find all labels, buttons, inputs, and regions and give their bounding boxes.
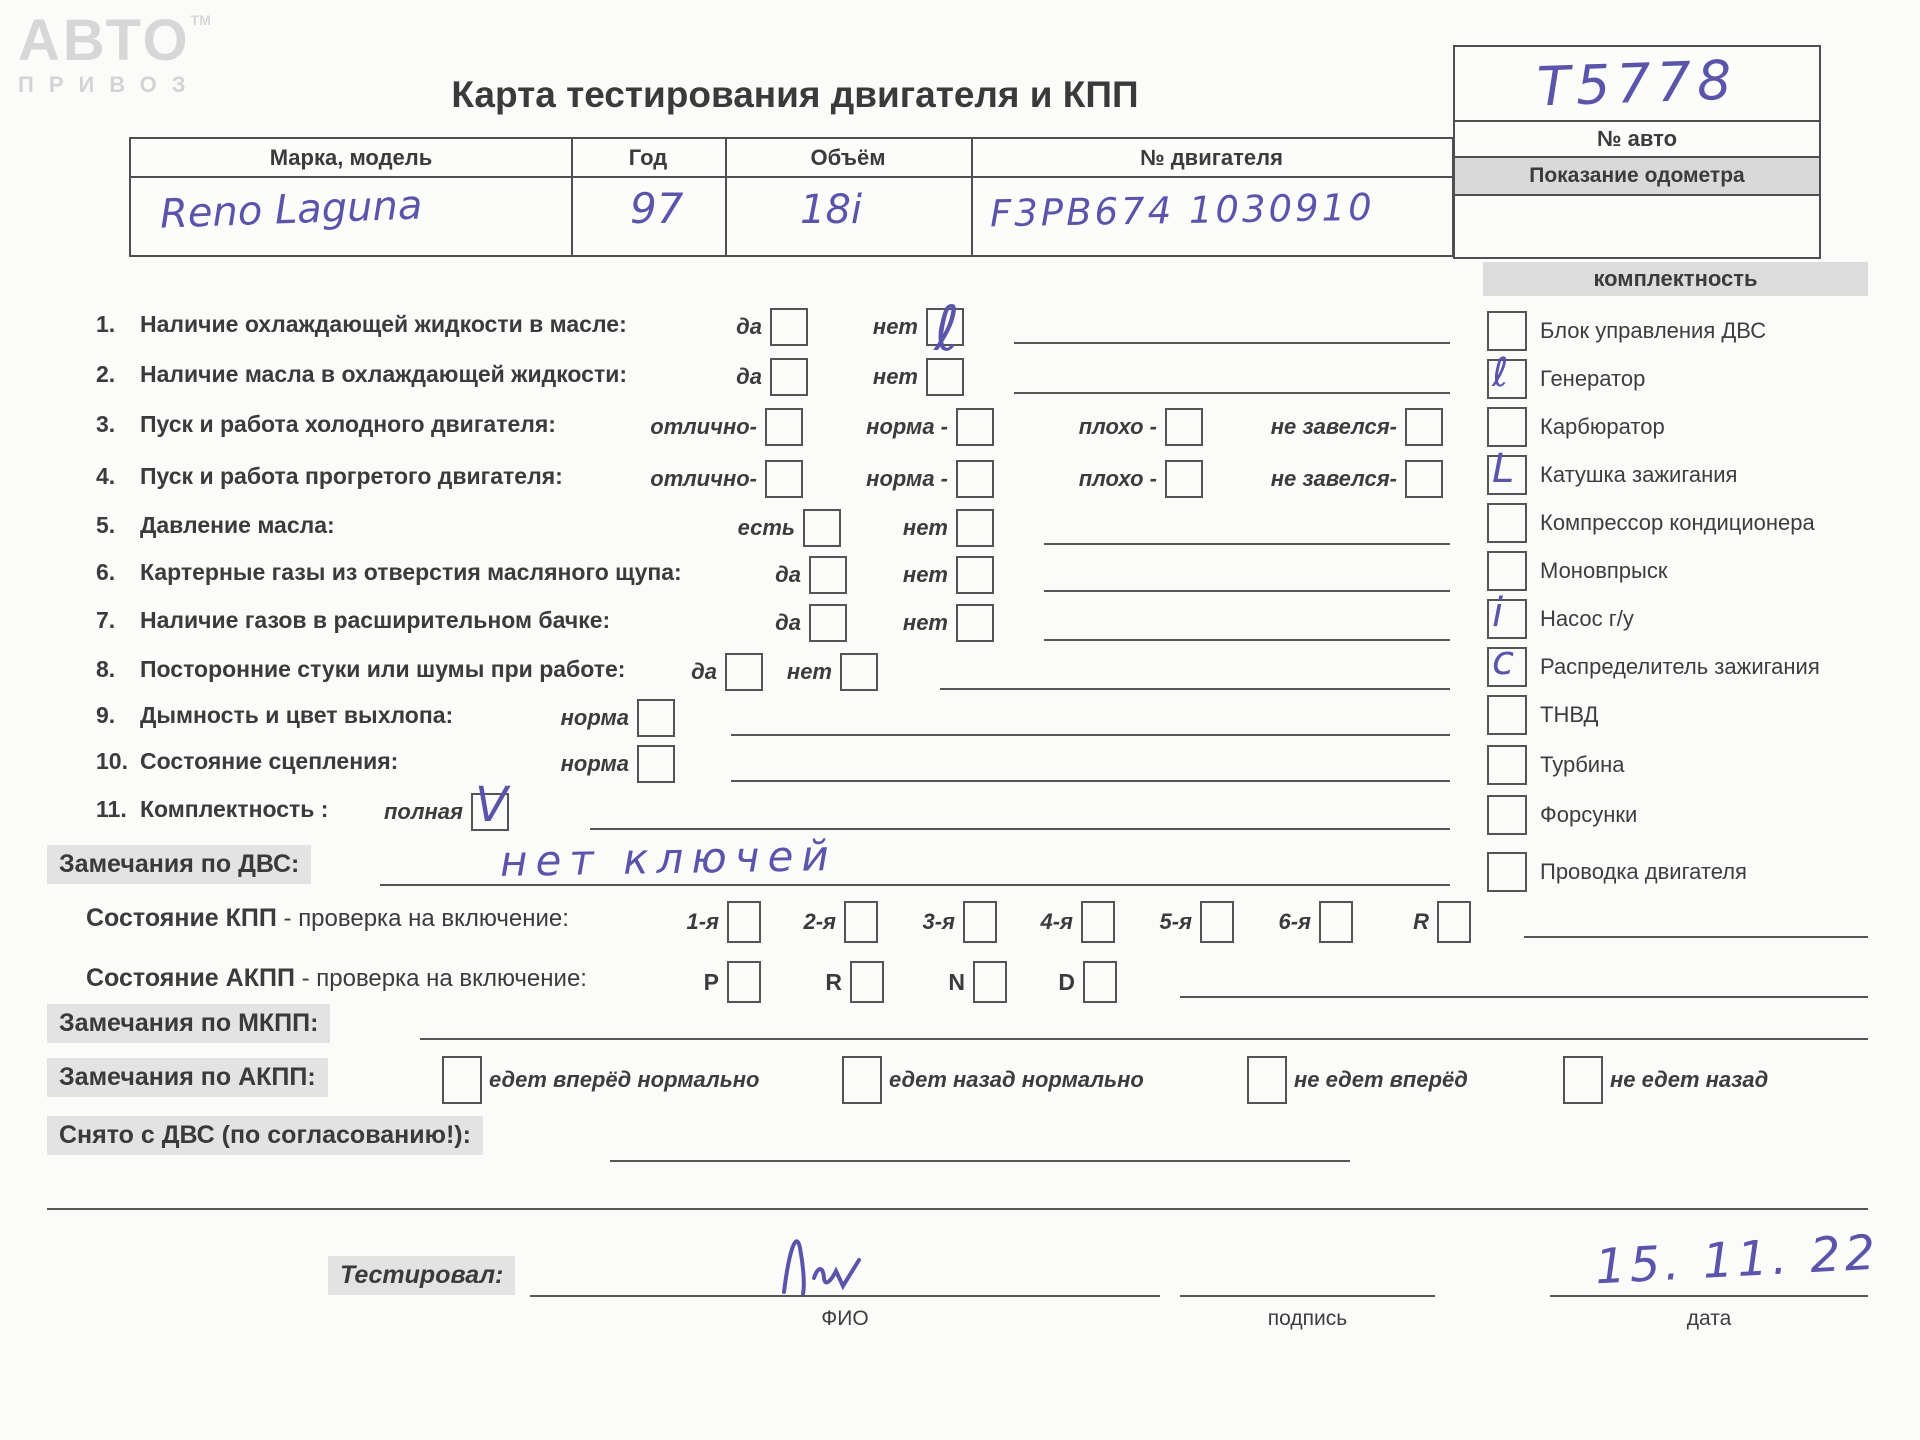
year-handwritten: 97: [630, 184, 684, 233]
akpp-remarks-label: Замечания по АКПП:: [47, 1058, 328, 1097]
item-number: 2.: [96, 361, 116, 387]
checklist-row-9: [0, 697, 1920, 737]
kpp-row-label: Состояние КПП - проверка на включение:: [86, 904, 569, 932]
equipment-item: [1487, 590, 1634, 637]
option-norma: [561, 745, 675, 783]
option-da: [775, 556, 847, 594]
akpp-row-label: Состояние АКПП - проверка на включение:: [86, 964, 587, 992]
writing-line: [1044, 639, 1450, 641]
akpp-option-no-forward: не едет вперёд: [1247, 1056, 1468, 1104]
option-da: [736, 308, 808, 346]
option-norma: [866, 408, 994, 446]
option-label: плохо -: [1078, 414, 1157, 439]
header-volume: Объём: [810, 145, 886, 170]
gear-1: 1-я: [686, 901, 761, 943]
checkbox[interactable]: [1165, 460, 1203, 498]
option-label: нет: [902, 562, 948, 587]
writing-line: [940, 688, 1450, 690]
checkbox[interactable]: [973, 961, 1007, 1003]
akpp-option-no-reverse: не едет назад: [1563, 1056, 1768, 1104]
page-title: Карта тестирования двигателя и КПП: [451, 74, 1139, 115]
equipment-label: Моновпрыск: [1540, 558, 1668, 583]
checkbox[interactable]: [840, 653, 878, 691]
logo-text-privoz: ПРИВОЗ: [18, 72, 201, 97]
option-label: есть: [737, 515, 795, 540]
brand-logo: [18, 8, 211, 98]
equipment-item: [1487, 553, 1667, 589]
option-label: не завелся-: [1270, 466, 1397, 491]
item-number: 11.: [96, 796, 127, 822]
option-norma: [866, 460, 994, 498]
checkmark: V: [475, 777, 508, 833]
item-label: Давление масла:: [140, 512, 335, 538]
item-number: 10.: [96, 748, 128, 774]
date-label: дата: [1686, 1307, 1732, 1330]
equipment-label: Турбина: [1540, 752, 1625, 777]
checkbox[interactable]: [1487, 638, 1527, 687]
checkbox[interactable]: [1487, 695, 1527, 735]
item-label: Дымность и цвет выхлопа:: [140, 702, 454, 728]
option-net: [903, 556, 994, 594]
gear-6: 6-я: [1278, 901, 1353, 943]
gear-3: 3-я: [922, 901, 997, 943]
item-number: 1.: [96, 311, 116, 337]
equipment-label: Блок управления ДВС: [1540, 318, 1767, 343]
equipment-label: Насос г/у: [1540, 606, 1634, 631]
item-number: 4.: [96, 463, 116, 489]
checkbox[interactable]: [637, 699, 675, 737]
option-net: [872, 292, 964, 365]
writing-line: [1524, 936, 1868, 938]
checkbox[interactable]: [1081, 901, 1115, 943]
odometer-value-cell[interactable]: [1455, 196, 1819, 257]
checkbox[interactable]: [956, 408, 994, 446]
checkbox[interactable]: [1165, 408, 1203, 446]
item-number: 8.: [96, 656, 116, 682]
option-polnaya: [383, 777, 509, 833]
checkbox[interactable]: [1487, 745, 1527, 785]
option-ne-zavelsya: [1271, 408, 1443, 446]
checkbox[interactable]: [765, 460, 803, 498]
equipment-label: Карбюратор: [1540, 414, 1665, 439]
option-da: [736, 358, 808, 396]
equipment-item: [1487, 446, 1738, 493]
option-net: [903, 509, 994, 547]
volume-handwritten: 18i: [800, 187, 863, 233]
item-label: Наличие охлаждающей жидкости в масле:: [140, 311, 627, 337]
akpp-gear-p: P: [704, 961, 761, 1003]
option-label: норма -: [866, 414, 948, 439]
option-otlichno: [650, 408, 803, 446]
checkbox[interactable]: [1487, 446, 1527, 495]
option-label: отлично-: [650, 466, 757, 491]
akpp-gear-n: N: [948, 961, 1007, 1003]
option-label: нет: [902, 610, 948, 635]
equipment-label: ТНВД: [1540, 702, 1599, 727]
checkbox[interactable]: [725, 653, 763, 691]
equipment-label: Проводка двигателя: [1540, 859, 1747, 884]
checkbox[interactable]: [1487, 311, 1527, 351]
checkmark: c: [1492, 638, 1514, 684]
checkbox[interactable]: [765, 408, 803, 446]
checkbox[interactable]: [1405, 408, 1443, 446]
checkbox[interactable]: [963, 901, 997, 943]
option-label: нет: [872, 314, 918, 339]
fio-label: ФИО: [821, 1307, 869, 1330]
checkbox[interactable]: [803, 509, 841, 547]
checklist-row-10: [0, 743, 1920, 783]
checkbox[interactable]: [926, 358, 964, 396]
option-label: норма: [560, 705, 629, 730]
checkbox[interactable]: [1405, 460, 1443, 498]
checkbox[interactable]: [1487, 795, 1527, 835]
checkbox[interactable]: [770, 308, 808, 346]
checkbox[interactable]: [1563, 1056, 1603, 1104]
checkbox[interactable]: [844, 901, 878, 943]
header-engine: № двигателя: [1140, 145, 1283, 170]
option-est: [738, 509, 841, 547]
equipment-item: [1487, 797, 1637, 833]
checkbox[interactable]: [809, 604, 847, 642]
checkmark: L: [1492, 446, 1515, 492]
checkbox[interactable]: [1487, 350, 1527, 399]
item-label: Посторонние стуки или шумы при работе:: [140, 656, 626, 682]
equipment-item: [1487, 854, 1747, 890]
option-label: нет: [902, 515, 948, 540]
logo-tm-mark: ТМ: [190, 12, 211, 28]
akpp-option-reverse-ok: едет назад нормально: [842, 1056, 1144, 1104]
checkbox[interactable]: [1487, 503, 1527, 543]
akpp-check-row: [0, 959, 1920, 999]
kpp-check-row: [0, 899, 1920, 939]
option-label: норма: [560, 751, 629, 776]
section-divider-line: [47, 1208, 1868, 1210]
engine-number-handwritten: F3PB674 1030910: [989, 185, 1376, 236]
writing-line: [1180, 996, 1868, 998]
checkbox[interactable]: [1487, 551, 1527, 591]
akpp-gear-d: D: [1058, 961, 1117, 1003]
checkmark: ℓ: [1492, 350, 1509, 396]
writing-line: [1014, 342, 1450, 344]
checkbox[interactable]: [637, 745, 675, 783]
auto-number-label: № авто: [1455, 122, 1819, 158]
checkbox[interactable]: [809, 556, 847, 594]
writing-line: [610, 1160, 1350, 1162]
item-number: 6.: [96, 559, 116, 585]
gear-2: 2-я: [803, 901, 878, 943]
checkbox[interactable]: [1487, 590, 1527, 639]
option-label: да: [736, 364, 762, 389]
checkbox[interactable]: [770, 358, 808, 396]
equipment-item: [1487, 313, 1766, 349]
item-number: 7.: [96, 607, 116, 633]
fio-line: [530, 1295, 1160, 1297]
option-plokho: [1079, 408, 1203, 446]
checkbox[interactable]: [1319, 901, 1353, 943]
logo-text-avto: АВТО: [18, 8, 191, 73]
equipment-item: [1487, 747, 1624, 783]
checkbox[interactable]: [956, 604, 994, 642]
item-label: Наличие газов в расширительном бачке:: [140, 607, 611, 633]
header-year: Год: [628, 145, 668, 170]
equipment-header: комплектность: [1483, 262, 1868, 296]
equipment-label: Катушка зажигания: [1540, 462, 1738, 487]
option-plokho: [1079, 460, 1203, 498]
option-label: нет: [786, 659, 832, 684]
equipment-item: [1487, 505, 1815, 541]
akpp-option-forward-ok: едет вперёд нормально: [442, 1056, 760, 1104]
checkmark: ℓ: [934, 292, 960, 365]
writing-line: [420, 1038, 1868, 1040]
option-label: не завелся-: [1270, 414, 1397, 439]
option-net: [873, 358, 964, 396]
checkmark: i: [1492, 590, 1504, 636]
option-label: да: [736, 314, 762, 339]
item-label: Комплектность :: [140, 796, 329, 822]
item-label: Пуск и работа прогретого двигателя:: [140, 463, 563, 489]
option-da: [775, 604, 847, 642]
dvs-remarks-label: Замечания по ДВС:: [47, 845, 311, 884]
checkbox[interactable]: [727, 901, 761, 943]
option-label: да: [775, 562, 801, 587]
option-otlichno: [650, 460, 803, 498]
gear-5: 5-я: [1159, 901, 1234, 943]
writing-line: [1044, 590, 1450, 592]
writing-line: [731, 734, 1450, 736]
date-line: [1550, 1295, 1868, 1297]
item-label: Наличие масла в охлаждающей жидкости:: [140, 361, 628, 387]
akpp-gear-r: R: [825, 961, 884, 1003]
option-label: норма -: [866, 466, 948, 491]
date-handwritten: 15. 11. 22: [1593, 1224, 1881, 1296]
checkbox[interactable]: [1437, 901, 1471, 943]
checkbox[interactable]: [1083, 961, 1117, 1003]
auto-number-cell: [1455, 47, 1819, 122]
checkbox[interactable]: [926, 292, 964, 365]
auto-number-box: [1453, 45, 1821, 259]
removed-from-engine-label: Снято с ДВС (по согласованию!):: [47, 1116, 483, 1155]
checkbox[interactable]: [956, 509, 994, 547]
odometer-header: Показание одометра: [1455, 158, 1819, 196]
signature-line: [1180, 1295, 1435, 1297]
writing-line: [590, 828, 1450, 830]
gear-r: R: [1413, 901, 1471, 943]
equipment-label: Распределитель зажигания: [1540, 654, 1820, 679]
header-model: Марка, модель: [269, 145, 433, 170]
writing-line: [1014, 392, 1450, 394]
item-label: Пуск и работа холодного двигателя:: [140, 411, 556, 437]
checkbox[interactable]: [956, 556, 994, 594]
option-label: плохо -: [1078, 466, 1157, 491]
checkbox[interactable]: [956, 460, 994, 498]
equipment-item: [1487, 697, 1598, 733]
signature-label: подпись: [1267, 1307, 1348, 1330]
option-label: да: [775, 610, 801, 635]
checkbox[interactable]: [850, 961, 884, 1003]
option-net: [787, 653, 878, 691]
tester-label: Тестировал:: [328, 1256, 515, 1295]
option-label: да: [691, 659, 717, 684]
item-number: 9.: [96, 702, 116, 728]
checkbox[interactable]: [1487, 407, 1527, 447]
tester-signature: [770, 1218, 980, 1303]
item-label: Картерные газы из отверстия масляного щупа:: [140, 559, 682, 585]
equipment-label: Форсунки: [1540, 802, 1638, 827]
writing-line: [380, 884, 1450, 886]
checkbox[interactable]: [1487, 852, 1527, 892]
option-net: [903, 604, 994, 642]
equipment-item: [1487, 350, 1646, 397]
equipment-label: Генератор: [1540, 366, 1646, 391]
checkbox[interactable]: [471, 777, 509, 833]
item-number: 5.: [96, 512, 116, 538]
item-number: 3.: [96, 411, 116, 437]
option-label: отлично-: [650, 414, 757, 439]
writing-line: [1044, 543, 1450, 545]
checkbox[interactable]: [1200, 901, 1234, 943]
option-da: [691, 653, 763, 691]
checkbox[interactable]: [442, 1056, 482, 1104]
option-norma: [561, 699, 675, 737]
item-label: Состояние сцепления:: [140, 748, 399, 774]
option-label: полная: [383, 799, 463, 824]
dvs-remarks-handwritten: нет ключей: [499, 831, 838, 886]
equipment-item: [1487, 409, 1665, 445]
auto-number-handwritten: Т5778: [1535, 48, 1739, 118]
gear-4: 4-я: [1040, 901, 1115, 943]
checkbox[interactable]: [727, 961, 761, 1003]
equipment-item: [1487, 638, 1820, 685]
checkbox[interactable]: [1247, 1056, 1287, 1104]
equipment-label: Компрессор кондиционера: [1540, 510, 1815, 535]
writing-line: [731, 780, 1450, 782]
mkpp-remarks-label: Замечания по МКПП:: [47, 1004, 330, 1043]
checkbox[interactable]: [842, 1056, 882, 1104]
option-label: нет: [872, 364, 918, 389]
option-ne-zavelsya: [1271, 460, 1443, 498]
model-handwritten: Reno Laguna: [159, 182, 424, 238]
